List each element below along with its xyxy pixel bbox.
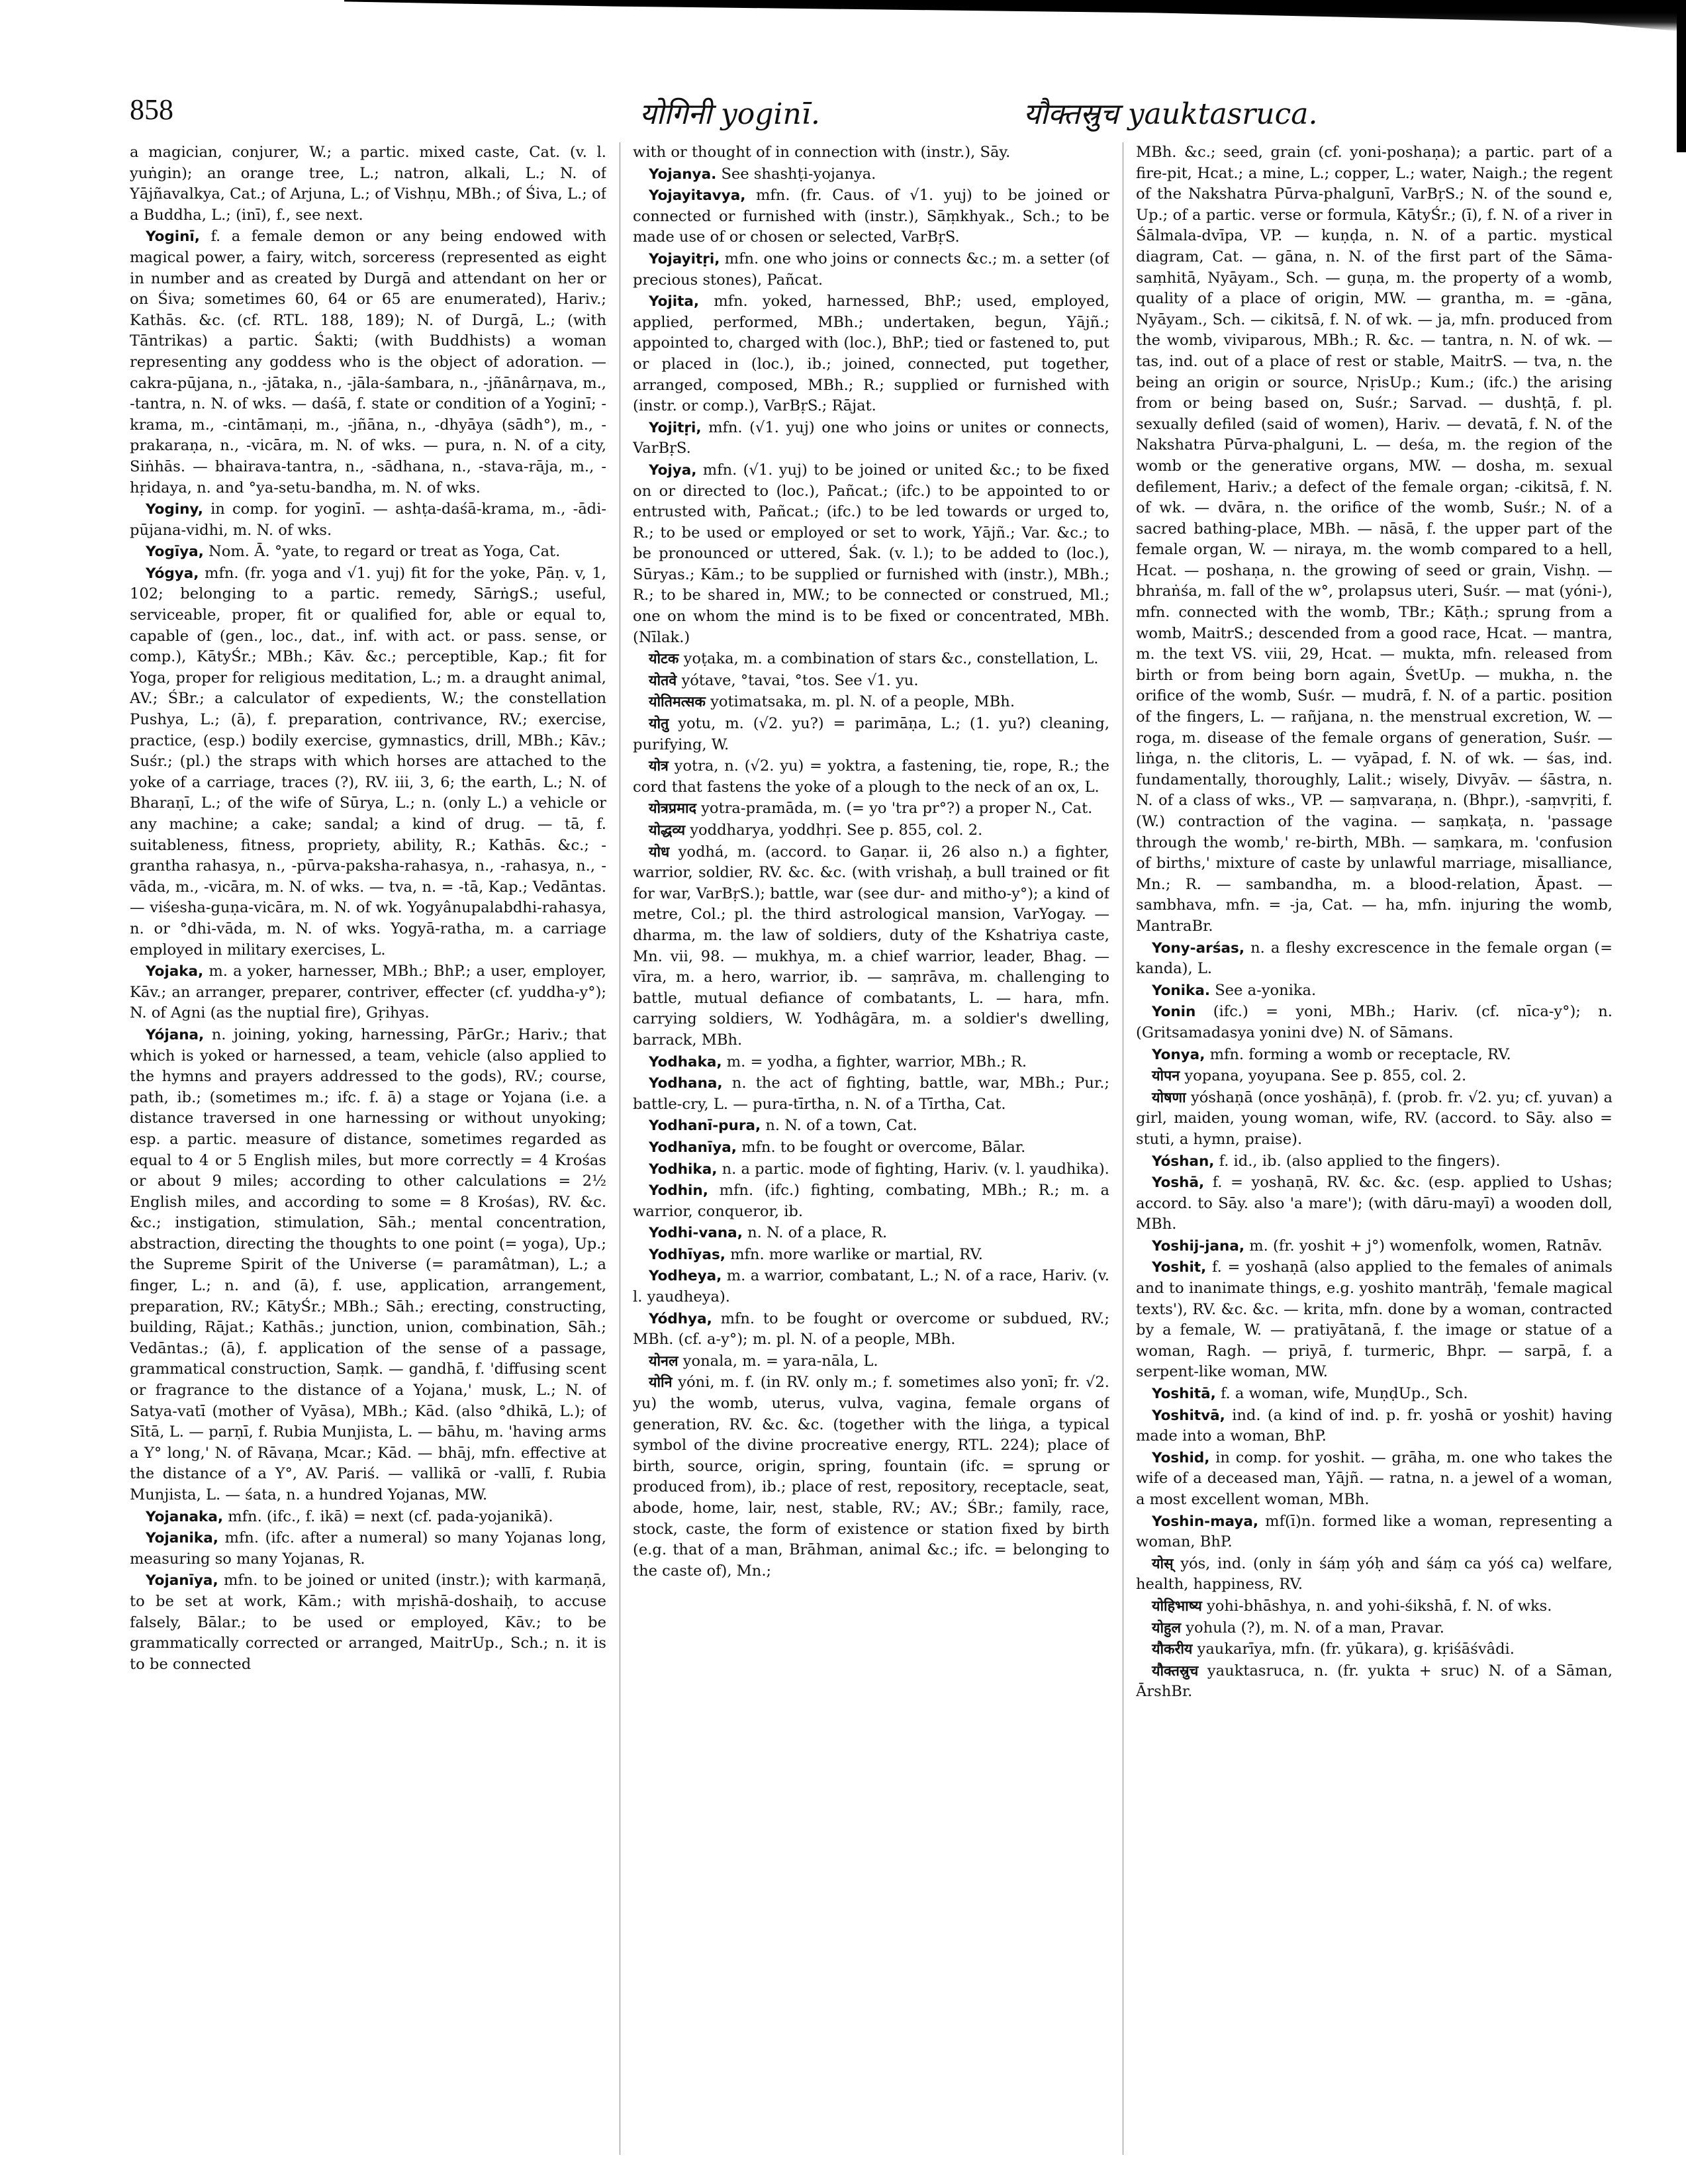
headword: Yodhika, [649, 1161, 718, 1178]
dictionary-entry [1136, 1554, 1613, 1595]
headword: योत्र [649, 758, 669, 775]
definition-text: mfn. (fr. Caus. of √1. yuj) to be joined or connected or furnished with (instr.), Sāṃkhyak., Sch.; to be made use of or chosen or selected, VarBṛS. [633, 187, 1109, 246]
dictionary-entry [633, 1372, 1109, 1582]
dictionary-entry [1136, 1002, 1613, 1043]
definition-text: n. the act of fighting, battle, war, MBh.; Pur.; battle-cry, L. — pura-tīrtha, n. N. of a Tīrtha, Cat. [633, 1074, 1109, 1113]
dictionary-entry [1136, 1257, 1613, 1383]
headword: योहिभाष्य [1152, 1597, 1202, 1615]
definition-text: Nom. Ā. °yate, to regard or treat as Yoga, Cat. [209, 543, 561, 561]
headword: Yoshā, [1152, 1174, 1205, 1192]
definition-text: yopana, yoyupana. See p. 855, col. 2. [1184, 1067, 1467, 1085]
dictionary-entry [633, 756, 1109, 798]
headword: योनल [649, 1353, 679, 1370]
definition-text: yóshaṇā (once yoshāṇā), f. (prob. fr. √2. yu; cf. yuvan) a girl, maiden, young woman, wife, RV. (accord. to Sāy. also = stuti, a hymn, praise). [1136, 1088, 1613, 1148]
headword: Yodhanīya, [649, 1139, 737, 1156]
dictionary-entry [633, 1223, 1109, 1244]
headword: Yojaka, [146, 963, 204, 980]
headword: Yoshid, [1152, 1449, 1210, 1466]
dictionary-entry [130, 563, 606, 961]
definition-text: n. joining, yoking, harnessing, PārGr.; Hariv.; that which is yoked or harnessed, a team, vehicle (also applied to the hymns and prayers addressed to the gods), RV.; course, path, ib.; (sometimes m.; ifc. f. ā) a stage or Yojana (i.e. a distance traversed in one harnessing or without unyoking; esp. a partic. measure of distance, sometimes regarded as equal to 4 or 5 English miles, but more correctly = 4 Krośas or about 9 miles; according to other calculations = 2½ English miles, and according to some = 8 Krośas), RV. &c. &c.; instigation, stimulation, Sāh.; mental concentration, abstraction, directing the thoughts to one point (= yoga), Up.; the Supreme Spirit of the Universe (= paramâtman), L.; a finger, L.; n. and (ā), f. use, application, arrangement, preparation, RV.; KātyŚr.; MBh.; Sāh.; erecting, constructing, building, Rājat.; Kathās.; junction, union, combination, Sāh.; Vedāntas.; (ā), f. application of the sense of a passage, grammatical construction, Saṃk. — gandhā, f. 'diffusing scent or fragrance to the distance of a Yojana,' musk, L.; N. of Satya-vatī (mother of Vyāsa), MBh.; Kād. (also °dhikā, L.); of Sītā, L. — parṇī, f. Rubia Munjista, L. — bāhu, m. 'having arms a Y° long,' N. of Rāvaṇa, Mcar.; Kād. — bhāj, mfn. effective at the distance of a Y°, AV. Pariś. — vallikā or -vallī, f. Rubia Munjista, L. — śata, n. a hundred Yojanas, MW. [130, 1025, 606, 1503]
headword: Yojanya. [649, 166, 717, 183]
headword: योत्रप्रमाद [649, 800, 696, 818]
headword: योतु [649, 716, 669, 733]
headword: योहुल [1152, 1619, 1182, 1637]
definition-text: yauktasruca, n. (fr. yukta + sruc) N. of a Sāman, ĀrshBr. [1136, 1662, 1613, 1701]
headword: Yojayitavya, [649, 187, 746, 205]
definition-text: yodhá, m. (accord. to Gaṇar. ii, 26 also n.) a fighter, warrior, soldier, RV. &c. &c. (with vrishaḥ, a bull trained or fit for war, VarBṛS.); battle, war (see dur- and mitho-y°); a kind of metre, Col.; pl. the third astrological mansion, VarYogay. — dharma, m. the law of soldiers, duty of the Kshatriya caste, Mn. vii, 98. — mukhya, m. a chief warrior, leader, Bhag. — vīra, m. a hero, warrior, ib. — saṃrāva, m. challenging to battle, mutual defiance of combatants, L. — hara, mfn. carrying soldiers, W. Yodhâgāra, m. a soldier's dwelling, barrack, MBh. [633, 843, 1109, 1049]
dictionary-entry [633, 142, 1109, 164]
headword: Yojita, [649, 293, 700, 310]
headword: योनि [649, 1374, 673, 1392]
headword: यौकरीय [1152, 1641, 1193, 1658]
page-number: 858 [130, 93, 173, 126]
dictionary-columns [130, 142, 1646, 2155]
headword: Yoginī, [146, 228, 200, 246]
headword: Yódhya, [649, 1310, 712, 1327]
definition-text: yotra, n. (√2. yu) = yoktra, a fastening, tie, rope, R.; the cord that fastens the yoke of a plough to the neck of an ox, L. [633, 757, 1109, 796]
definition-text: yaukarīya, mfn. (fr. yūkara), g. kṛiśāśvâdi. [1197, 1640, 1515, 1658]
running-header [130, 93, 1646, 139]
dictionary-entry [633, 1245, 1109, 1266]
dictionary-entry [130, 1507, 606, 1528]
headword: Yodhīyas, [649, 1246, 726, 1263]
dictionary-entry [633, 692, 1109, 713]
headword: Yogīya, [146, 544, 204, 561]
headword: यौक्तस्रुच [1152, 1662, 1199, 1680]
dictionary-entry [1136, 1151, 1613, 1172]
definition-text: See shashṭi-yojanya. [721, 165, 876, 183]
definition-text: in comp. for yoginī. — ashṭa-daśā-krama, m., -ādi-pūjana-vidhi, m. N. of wks. [130, 500, 606, 539]
dictionary-entry [633, 1309, 1109, 1351]
dictionary-entry [633, 1052, 1109, 1073]
dictionary-entry [1136, 1618, 1613, 1639]
column-3 [1136, 142, 1613, 2155]
dictionary-entry [633, 1159, 1109, 1180]
headword: Yoshin-maya, [1152, 1513, 1259, 1530]
definition-text: yótave, °tavai, °tos. See √1. yu. [681, 671, 919, 689]
headword: Yojanaka, [146, 1508, 224, 1525]
definition-text: yoṭaka, m. a combination of stars &c., constellation, L. [683, 650, 1099, 668]
dictionary-entry [1136, 1448, 1613, 1511]
definition-text: mfn. (ifc. after a numeral) so many Yojanas long, measuring so many Yojanas, R. [130, 1529, 606, 1568]
headword: Yonika. [1152, 982, 1211, 999]
dictionary-entry [1136, 1661, 1613, 1703]
headword: Yojya, [649, 461, 697, 479]
definition-text: n. N. of a town, Cat. [765, 1117, 917, 1135]
dictionary-entry [633, 798, 1109, 820]
headword: Yógya, [146, 565, 199, 582]
headword: Yojayitṛi, [649, 250, 720, 267]
headword: Yoshitvā, [1152, 1407, 1225, 1424]
definition-text: yotimatsaka, m. pl. N. of a people, MBh. [710, 693, 1015, 711]
definition-text: f. a woman, wife, MuṇḍUp., Sch. [1220, 1385, 1468, 1403]
definition-text: ind. (a kind of ind. p. fr. yoshā or yoshit) having made into a woman, BhP. [1136, 1406, 1613, 1445]
definition-text: m. a warrior, combatant, L.; N. of a race, Hariv. (v. l. yaudheya). [633, 1267, 1109, 1306]
definition-text: mfn. (√1. yuj) to be joined or united &c.; to be fixed on or directed to (loc.), Pañcat.; (ifc.) to be appointed to or entrusted with, Pañcat.; (ifc.) to be led towards or urged to, R.; to be used or employed or set to work, Yājñ.; Var. &c.; to be pronounced or uttered, Śak. (v. l.); to be added to (loc.), Sūryas.; Kām.; to be supplied or furnished with (instr.), MBh.; R.; to be shared in, MW.; to be connected or construed, Ml.; one on whom the mind is to be fixed or concentrated, MBh. (Nīlak.) [633, 461, 1109, 646]
dictionary-entry [633, 1116, 1109, 1137]
headword: Yóshan, [1152, 1153, 1215, 1170]
dictionary-entry [1136, 938, 1613, 980]
dictionary-entry [633, 460, 1109, 648]
dictionary-entry [633, 1351, 1109, 1372]
headword: योतिमत्सक [649, 694, 706, 711]
dictionary-entry [633, 185, 1109, 248]
headword: Yoshitā, [1152, 1386, 1216, 1403]
definition-text: f. id., ib. (also applied to the fingers). [1219, 1152, 1501, 1170]
definition-text: yós, ind. (only in śáṃ yóḥ and śáṃ ca yóś ca) welfare, health, happiness, RV. [1136, 1554, 1613, 1593]
definition-text: n. N. of a place, R. [747, 1224, 888, 1242]
dictionary-entry [633, 249, 1109, 291]
headword: योस् [1152, 1555, 1174, 1572]
dictionary-entry [1136, 1045, 1613, 1066]
dictionary-entry [633, 418, 1109, 459]
definition-text: mfn. yoked, harnessed, BhP.; used, employed, applied, performed, MBh.; undertaken, begun, Yājñ.; appointed to, charged with (loc.), BhP.; tied or fastened to, put or placed in (loc.), ib.; joined, connected, put together, arranged, composed, MBh.; R.; supplied or furnished with (instr. or comp.), VarBṛS.; Rājat. [633, 293, 1109, 415]
dictionary-entry [633, 1073, 1109, 1115]
headword: Yoginy, [146, 501, 203, 518]
dictionary-entry [633, 649, 1109, 670]
headword: योपन [1152, 1068, 1180, 1085]
definition-text: mfn. (√1. yuj) one who joins or unites or connects, VarBṛS. [633, 418, 1109, 457]
definition-text: f. = yoshaṇā, RV. &c. &c. (esp. applied to Ushas; accord. to Sāy. also 'a mare'); (with dāru-mayī) a wooden doll, MBh. [1136, 1174, 1613, 1233]
dictionary-entry [1136, 1172, 1613, 1235]
dictionary-entry [633, 164, 1109, 185]
definition-text: (ifc.) = yoni, MBh.; Hariv. (cf. nīca-y°); n. (Gritsamadasya yonini dve) N. of Sāmans. [1136, 1003, 1613, 1041]
dictionary-entry [1136, 1405, 1613, 1447]
dictionary-entry [633, 1180, 1109, 1222]
dictionary-entry [1136, 1066, 1613, 1087]
definition-text: mfn. to be joined or united (instr.); with karmaṇā, to be set at work, Kām.; with mṛishā-doshaiḥ, to accuse falsely, Bālar.; to be used or employed, Kāv.; to be grammatically corrected or arranged, MaitrUp., Sch.; n. it is to be connected [130, 1572, 606, 1673]
dictionary-entry [130, 499, 606, 541]
definition-text: mfn. forming a womb or receptacle, RV. [1209, 1045, 1511, 1063]
dictionary-entry [633, 1266, 1109, 1307]
definition-text: mfn. more warlike or martial, RV. [730, 1245, 983, 1263]
definition-text: mfn. (ifc., f. ikā) = next (cf. pada-yojanikā). [228, 1507, 553, 1525]
definition-text: a magician, conjurer, W.; a partic. mixed caste, Cat. (v. l. yuṅgin); an orange tree, L.; natron, alkali, L.; N. of Yājñavalkya, Cat.; of Arjuna, L.; of Vishṇu, MBh.; of Śiva, L.; of a Buddha, L.; (inī), f., see next. [130, 144, 606, 224]
headword: योध [649, 843, 670, 861]
definition-text: mfn. to be fought or overcome or subdued, RV.; MBh. (cf. a-y°); m. pl. N. of a people, MBh. [633, 1309, 1109, 1349]
definition-text: mfn. (fr. yoga and √1. yuj) fit for the yoke, Pāṇ. v, 1, 102; belonging to a partic. remedy, SārṅgS.; useful, serviceable, proper, fit or qualified for, able or equal to, capable of (gen., loc., dat., inf. with act. or pass. sense, or comp.), KātyŚr.; MBh.; Kāv. &c.; perceptible, Kap.; fit for Yoga, proper for religious meditation, L.; m. a draught animal, AV.; ŚBr.; a calculator of expedients, W.; the constellation Pushya, L.; (ā), f. preparation, contrivance, RV.; exercise, practice, (esp.) bodily exercise, gymnastics, drill, MBh.; Kāv.; Suśr.; (pl.) the straps with which horses are attached to the yoke of a carriage, traces (?), RV. iii, 3, 6; the earth, L.; N. of Bharaṇī, L.; of the wife of Sūrya, L.; n. (only L.) a vehicle or any machine; a cake; sandal; a kind of drug. — tā, f. suitableness, fitness, propriety, ability, R.; Kathās. &c.; -grantha rahasya, n., -pūrva-paksha-rahasya, n., -rahasya, n., -vāda, m., -vicāra, m. N. of wks. — tva, n. = -tā, Kap.; Vedāntas. — viśesha-guṇa-vicāra, m. N. of wk. Yogyânupalabdhi-rahasya, n. or °dhi-vāda, m. N. of wks. Yogyā-ratha, m. a carriage employed in military exercises, L. [130, 564, 606, 959]
headword: Yojitṛi, [649, 419, 702, 436]
definition-text: yohula (?), m. N. of a man, Pravar. [1186, 1619, 1444, 1637]
dictionary-entry [633, 820, 1109, 841]
guide-word-left: योगिनी yoginī. [639, 97, 820, 131]
definition-text: n. a partic. mode of fighting, Hariv. (v. l. yaudhika). [722, 1160, 1109, 1178]
headword: Yoshij-jana, [1152, 1237, 1244, 1255]
definition-text: mfn. one who joins or connects &c.; m. a setter (of precious stones), Pañcat. [633, 250, 1109, 289]
dictionary-entry [130, 542, 606, 563]
headword: Yodhi-vana, [649, 1225, 743, 1242]
definition-text: See a-yonika. [1215, 981, 1317, 999]
dictionary-entry [130, 1025, 606, 1506]
headword: Yodhin, [649, 1182, 708, 1200]
definition-text: mfn. to be fought or overcome, Bālar. [741, 1138, 1026, 1156]
headword: योटक [649, 651, 679, 668]
dictionary-entry [1136, 1384, 1613, 1405]
definition-text: n. a fleshy excrescence in the female organ (= kanda), L. [1136, 939, 1613, 978]
headword: Yodheya, [649, 1268, 722, 1285]
column-1 [130, 142, 606, 2155]
headword: Yojanīya, [146, 1572, 218, 1590]
scan-edge-right [1677, 0, 1686, 152]
definition-text: m. = yodha, a fighter, warrior, MBh.; R. [726, 1053, 1027, 1070]
definition-text: in comp. for yoshit. — grāha, m. one who takes the wife of a deceased man, Yājñ. — ratna, n. a jewel of a woman, a most excellent woman, MBh. [1136, 1448, 1613, 1508]
dictionary-entry [1136, 142, 1613, 937]
headword: Yojanika, [146, 1530, 218, 1547]
dictionary-entry [130, 961, 606, 1024]
headword: Yonya, [1152, 1046, 1205, 1063]
dictionary-entry [1136, 980, 1613, 1002]
definition-text: with or thought of in connection with (instr.), Sāy. [633, 144, 1011, 161]
scan-edge-top [344, 0, 1686, 32]
headword: योषणा [1152, 1089, 1186, 1106]
definition-text: f. a female demon or any being endowed with magical power, a fairy, witch, sorceress (represented as eight in number and as created by Durgā and attendant on her or on Śiva; sometimes 60, 64 or 65 are enumerated), Hariv.; Kathās. &c. (cf. RTL. 188, 189); N. of Durgā, L.; (with Tāntrikas) a partic. Śakti; (with Buddhists) a woman representing any goddess who is the object of adoration. — cakra-pūjana, n., -jātaka, n., -jāla-śambara, n., -jñānârṇava, m., -tantra, n. N. of wks. — daśā, f. state or condition of a Yoginī; -krama, m., -cintāmaṇi, m., -jñāna, n., -dhyāya (sādh°), m., -prakaraṇa, n., -vicāra, m. N. of wks. — pura, n. N. of a city, Siṅhās. — bhairava-tantra, n., -sādhana, n., -stava-rāja, m., -hṛidaya, n. and °ya-setu-bandha, m. N. of wks. [130, 228, 606, 497]
dictionary-entry [633, 1137, 1109, 1159]
definition-text: yoddharya, yoddhṛi. See p. 855, col. 2. [690, 822, 983, 839]
definition-text: MBh. &c.; seed, grain (cf. yoni-poshaṇa); a partic. part of a fire-pit, Hcat.; a mine, L.; copper, L.; water, Naigh.; the regent of the Nakshatra Pūrva-phalgunī, VarBṛS.; N. of the sound e, Up.; of a partic. verse or formula, KātyŚr.; (ī), f. N. of a river in Śālmala-dvīpa, VP. — kuṇḍa, n. N. of a partic. mystical diagram, Cat. — gāna, n. N. of the first part of the Sāma-saṃhitā, Nyāyam., Sch. — guṇa, m. the property of a womb, quality of a place of origin, MW. — grantha, m. = -gāna, Nyāyam., Sch. — cikitsā, f. N. of wk. — ja, mfn. produced from the womb, viviparous, MBh.; R. &c. — tantra, n. N. of wk. — tas, ind. out of a place of rest or stable, MaitrS. — tva, n. the being an origin or source, NṛisUp.; Kum.; (ifc.) the arising from or being based on, Suśr.; Sarvad. — dushṭā, f. pl. sexually defiled (said of women), Hariv. — devatā, f. N. of the Nakshatra Pūrva-phalguni, L. — deśa, m. the region of the womb or the generative organs, MW. — dosha, m. sexual defilement, Hariv.; a defect of the female organ; -cikitsā, f. N. of wk. — dvāra, n. the orifice of the womb, Suśr.; N. of a sacred bathing-place, MBh. — nāsā, f. the upper part of the female organ, W. — niraya, m. the womb compared to a hell, Hcat. — poshaṇa, n. the growing of seed or grain, Vishṇ. — bhraṅśa, m. fall of the w°, prolapsus uteri, Suśr. — mat (yóni-), mfn. connected with the womb, TBr.; Kāṭh.; sprung from a womb, MaitrS.; descended from a good race, Hcat. — mantra, m. the text VS. viii, 29, Hcat. — mukta, mfn. released from birth or from being born again, ŚvetUp. — mukha, n. the orifice of the womb, Suśr. — mudrā, f. N. of a partic. position of the fingers, L. — rañjana, n. the menstrual excretion, W. — roga, m. disease of the female organs of generation, Suśr. — liṅga, n. the clitoris, L. — vyāpad, f. N. of wk. — śas, ind. fundamentally, thoroughly, Lalit.; wisely, Divyāv. — śāstra, n. N. of a class of wks., VP. — saṃvaraṇa, n. (Bhpr.), -saṃvṛiti, f. (W.) contraction of the vagina. — saṃkaṭa, n. 'passage through the womb,' re-birth, MBh. — saṃkara, m. 'confusion of births,' mixture of caste by unlawful marriage, misalliance, Mn.; R. — sambandha, m. a blood-relation, Āpast. — sambhava, mfn. = -ja, Cat. — ha, mfn. injuring the womb, MantraBr. [1136, 144, 1613, 935]
definition-text: yotra-pramāda, m. (= yo 'tra pr°?) a proper N., Cat. [701, 800, 1093, 818]
dictionary-entry [1136, 1088, 1613, 1151]
definition-text: yohi-bhāshya, n. and yohi-śikshā, f. N. of wks. [1207, 1597, 1552, 1615]
dictionary-entry [130, 1528, 606, 1570]
definition-text: yóni, m. f. (in RV. only m.; f. sometimes also yonī; fr. √2. yu) the womb, uterus, vulva, vagina, female organs of generation, RV. &c. &c. (together with the liṅga, a typical symbol of the divine procreative energy, RTL. 224); place of birth, source, origin, spring, fountain (ifc. = sprung or produced from), ib.; place of rest, repository, receptacle, seat, abode, home, lair, nest, stable, RV.; AV.; ŚBr.; family, race, stock, caste, the form of existence or station fixed by birth (e.g. that of a man, Brāhman, animal &c.; ifc. = belonging to the caste of), Mn.; [633, 1374, 1109, 1580]
column-2 [633, 142, 1109, 2155]
headword: Yonin [1152, 1004, 1196, 1021]
dictionary-entry [633, 671, 1109, 692]
definition-text: mfn. (ifc.) fighting, combating, MBh.; R.; m. a warrior, conqueror, ib. [633, 1182, 1109, 1220]
definition-text: m. a yoker, harnesser, MBh.; BhP.; a user, employer, Kāv.; an arranger, preparer, contriver, effecter (cf. yuddha-y°); N. of Agni (as the nuptial fire), Gṛihyas. [130, 963, 606, 1022]
dictionary-entry [130, 142, 606, 226]
headword: योतवे [649, 672, 677, 689]
headword: Yodhaka, [649, 1053, 722, 1070]
dictionary-entry [633, 714, 1109, 755]
definition-text: mf(ī)n. formed like a woman, representing a woman, BhP. [1136, 1512, 1613, 1551]
dictionary-entry [1136, 1236, 1613, 1257]
headword: Yójana, [146, 1026, 205, 1043]
headword: Yodhana, [649, 1075, 723, 1092]
guide-word-right: यौक्तस्रुच yauktasruca. [1023, 97, 1318, 131]
dictionary-entry [130, 1570, 606, 1675]
headword: योद्धव्य [649, 822, 686, 839]
dictionary-entry [633, 842, 1109, 1051]
dictionary-entry [633, 291, 1109, 417]
headword: Yodhanī-pura, [649, 1117, 761, 1135]
definition-text: m. (fr. yoshit + j°) womenfolk, women, Ratnāv. [1249, 1237, 1603, 1255]
dictionary-entry [1136, 1596, 1613, 1617]
definition-text: yotu, m. (√2. yu?) = parimāṇa, L.; (1. yu?) cleaning, purifying, W. [633, 715, 1109, 753]
dictionary-entry [1136, 1511, 1613, 1553]
dictionary-entry [1136, 1639, 1613, 1660]
dictionary-entry [130, 226, 606, 499]
headword: Yony-arśas, [1152, 939, 1244, 957]
headword: Yoshit, [1152, 1259, 1207, 1276]
definition-text: f. = yoshaṇā (also applied to the females of animals and to inanimate things, e.g. yoshito mantrāḥ, 'female magical texts'), RV. &c. &c. — krita, mfn. done by a woman, contracted by a female, W. — pratiyātanā, f. the image or statue of a woman, Ragh. — priyā, f. turmeric, Bhpr. — sarpā, f. a serpent-like woman, MW. [1136, 1258, 1613, 1381]
definition-text: yonala, m. = yara-nāla, L. [682, 1352, 878, 1370]
